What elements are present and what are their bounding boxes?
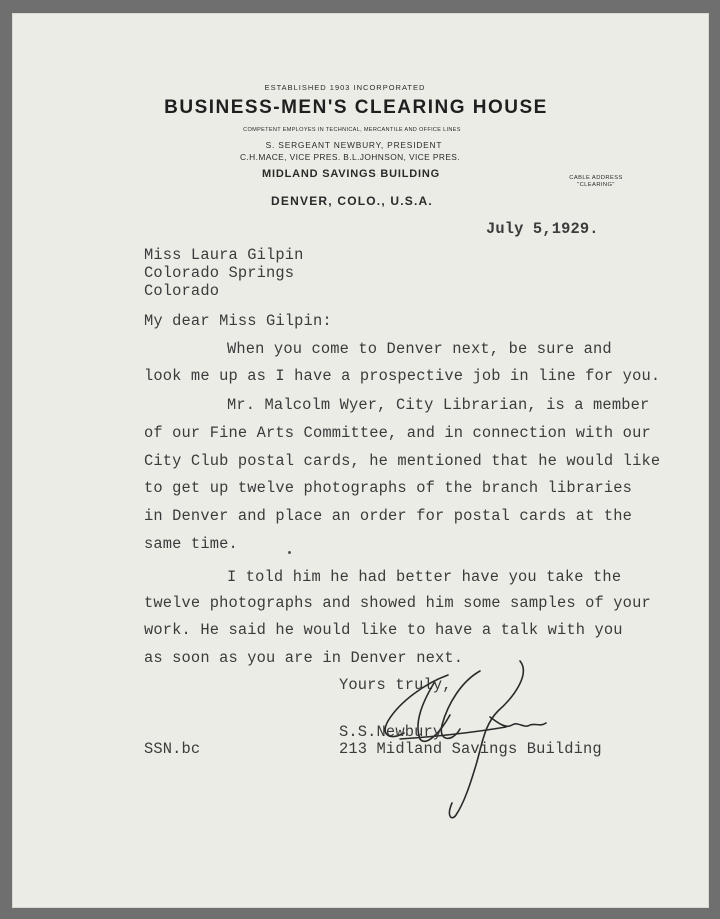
recipient-line: Colorado Springs [144,264,295,282]
company-name: BUSINESS-MEN'S CLEARING HOUSE [164,97,548,118]
salutation: My dear Miss Gilpin: [144,312,332,330]
cable-address-value: "CLEARING" [577,182,615,188]
body-line: look me up as I have a prospective job in line for you. [144,367,661,385]
closing: Yours truly, [339,676,452,694]
body-line: work. He said he would like to have a talk with you [144,621,623,639]
signer-name: S.S.Newbury [339,723,443,741]
body-line: same time. [144,535,238,553]
body-line: I told him he had better have you take the [227,568,622,586]
body-line: City Club postal cards, he mentioned that he would like [144,452,661,470]
president-line: S. SERGEANT NEWBURY, PRESIDENT [265,140,443,150]
recipient-line: Miss Laura Gilpin [144,246,304,264]
body-line: When you come to Denver next, be sure and [227,340,612,358]
body-line: twelve photographs and showed him some samples of your [144,594,651,612]
letter-page [12,13,709,908]
city-line: DENVER, COLO., U.S.A. [271,194,433,208]
cable-address-label: CABLE ADDRESS [569,175,623,181]
body-line: as soon as you are in Denver next. [144,649,464,667]
paper-speck [288,551,291,554]
signer-address: 213 Midland Savings Building [339,740,602,758]
typist-initials: SSN.bc [144,740,201,758]
established-line: ESTABLISHED 1903 INCORPORATED [264,83,426,92]
body-line: Mr. Malcolm Wyer, City Librarian, is a member [227,396,650,414]
body-line: to get up twelve photographs of the branch libraries [144,479,633,497]
tagline: COMPETENT EMPLOYES IN TECHNICAL, MERCANTILE AND OFFICE LINES [243,127,461,133]
vice-presidents-line: C.H.MACE, VICE PRES. B.L.JOHNSON, VICE PRES. [239,152,461,162]
recipient-line: Colorado [144,282,220,300]
letter-date: July 5,1929. [486,220,599,238]
body-line: in Denver and place an order for postal cards at the [144,507,633,525]
body-line: of our Fine Arts Committee, and in connection with our [144,424,651,442]
building-line: MIDLAND SAVINGS BUILDING [262,168,440,180]
